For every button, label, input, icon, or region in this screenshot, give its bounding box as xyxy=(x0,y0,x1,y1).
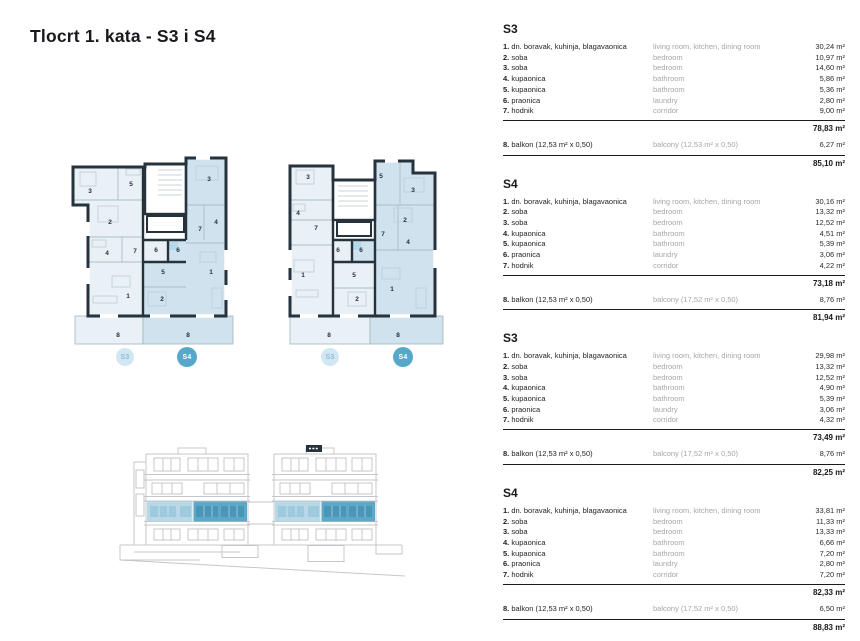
unit-block xyxy=(503,177,845,325)
plan1-badge-s4: S4 xyxy=(177,347,197,367)
room-number-label: 6 xyxy=(154,247,158,254)
unit-total: 81,94 m² xyxy=(812,313,845,323)
balcony-row: 8. balkon (12,53 m² x 0,50) balcony (17,52 m² x 0,50) 8,76 m² xyxy=(503,294,845,304)
room-row: 2. soba bedroom 13,32 m² xyxy=(503,207,845,217)
room-number-label: 2 xyxy=(403,217,407,224)
plan1-unit-s3-area xyxy=(73,167,143,316)
building-elevation xyxy=(115,438,407,586)
elevation-left-wing xyxy=(144,448,250,545)
unit-block xyxy=(503,486,845,634)
balcony-row: 8. balkon (12,53 m² x 0,50) balcony (17,52 m² x 0,50) 6,50 m² xyxy=(503,603,845,613)
room-number-label: 7 xyxy=(133,248,137,255)
plan1-balcony-s3 xyxy=(75,316,143,344)
room-row: 3. soba bedroom 12,52 m² xyxy=(503,218,845,228)
plan1-balcony-s4 xyxy=(143,316,233,344)
room-number-label: 2 xyxy=(355,296,359,303)
room-number-label: 3 xyxy=(207,176,211,183)
room-row: 5. kupaonica bathroom 5,39 m² xyxy=(503,239,845,249)
room-row: 5. kupaonica bathroom 5,39 m² xyxy=(503,394,845,404)
room-number-label: 7 xyxy=(314,225,318,232)
room-row: 4. kupaonica bathroom 5,86 m² xyxy=(503,74,845,84)
room-number-label: 2 xyxy=(108,219,112,226)
room-number-label: 4 xyxy=(105,250,109,257)
unit-balcony-row xyxy=(503,295,845,306)
plan2-vestibule xyxy=(337,222,371,236)
page-title-prefix: Tlocrt 1. kata - xyxy=(30,26,157,46)
unit-heading: S3 xyxy=(503,22,518,36)
room-number-label: 8 xyxy=(116,332,120,339)
room-row: 6. praonica laundry 2,80 m² xyxy=(503,95,845,105)
unit-subtotal: 73,49 m² xyxy=(812,433,845,443)
elevation-right-wing xyxy=(272,448,378,545)
room-row: 7. hodnik corridor 4,32 m² xyxy=(503,415,845,425)
unit-block xyxy=(503,22,845,170)
room-row: 1. dn. boravak, kuhinja, blagavaonica living room, kitchen, dining room 30,16 m² xyxy=(503,196,845,206)
unit-room-rows xyxy=(503,42,845,117)
room-number-label: 4 xyxy=(406,239,410,246)
room-number-label: 4 xyxy=(296,210,300,217)
room-row: 3. soba bedroom 13,33 m² xyxy=(503,527,845,537)
plan2-balcony-s3 xyxy=(290,316,370,344)
room-number-label: 7 xyxy=(198,226,202,233)
unit-block xyxy=(503,331,845,479)
unit-room-rows xyxy=(503,351,845,426)
room-number-label: 1 xyxy=(301,272,305,279)
room-number-label: 5 xyxy=(352,272,356,279)
unit-room-rows xyxy=(503,506,845,581)
room-row: 3. soba bedroom 12,52 m² xyxy=(503,372,845,382)
plan2-badge-s3: S3 xyxy=(321,348,339,366)
plan2-badge-s4: S4 xyxy=(393,347,413,367)
room-row: 6. praonica laundry 2,80 m² xyxy=(503,559,845,569)
room-number-label: 5 xyxy=(129,181,133,188)
plan2-unit-s3-area xyxy=(290,166,333,316)
room-number-label: 7 xyxy=(381,231,385,238)
room-number-label: 8 xyxy=(396,332,400,339)
room-row: 5. kupaonica bathroom 7,20 m² xyxy=(503,548,845,558)
unit-balcony-row xyxy=(503,449,845,460)
room-number-label: 6 xyxy=(359,247,363,254)
room-row: 1. dn. boravak, kuhinja, blagavaonica living room, kitchen, dining room 30,24 m² xyxy=(503,42,845,51)
unit-room-rows xyxy=(503,197,845,272)
page-title xyxy=(30,26,216,47)
room-row: 1. dn. boravak, kuhinja, blagavaonica living room, kitchen, dining room 33,81 m² xyxy=(503,505,845,515)
room-row: 4. kupaonica bathroom 4,51 m² xyxy=(503,228,845,238)
unit-subtotal: 73,18 m² xyxy=(812,278,845,288)
plan1-stairwell xyxy=(145,164,186,214)
plan1-badge-s3: S3 xyxy=(116,348,134,366)
room-row: 4. kupaonica bathroom 6,66 m² xyxy=(503,537,845,547)
unit-total: 82,25 m² xyxy=(812,467,845,477)
room-number-label: 3 xyxy=(88,188,92,195)
room-row: 2. soba bedroom 11,33 m² xyxy=(503,516,845,526)
unit-balcony-row xyxy=(503,604,845,615)
room-number-label: 8 xyxy=(327,332,331,339)
page-title-units: S3 i S4 xyxy=(156,26,216,46)
room-row: 6. praonica laundry 3,06 m² xyxy=(503,404,845,414)
room-row: 7. hodnik corridor 4,22 m² xyxy=(503,260,845,270)
unit-total: 85,10 m² xyxy=(812,158,845,168)
room-number-label: 4 xyxy=(214,219,218,226)
room-row: 4. kupaonica bathroom 4,90 m² xyxy=(503,383,845,393)
room-number-label: 2 xyxy=(160,296,164,303)
room-number-label: 8 xyxy=(186,332,190,339)
room-number-label: 3 xyxy=(411,187,415,194)
room-row: 2. soba bedroom 13,32 m² xyxy=(503,361,845,371)
room-number-label: 5 xyxy=(161,269,165,276)
room-row: 2. soba bedroom 10,97 m² xyxy=(503,52,845,62)
room-row: 7. hodnik corridor 9,00 m² xyxy=(503,106,845,116)
balcony-row: 8. balkon (12,53 m² x 0,50) balcony (12,53 m² x 0,50) 6,27 m² xyxy=(503,139,845,149)
unit-subtotal: 78,83 m² xyxy=(812,123,845,133)
room-row: 6. praonica laundry 3,06 m² xyxy=(503,250,845,260)
room-row: 3. soba bedroom 14,60 m² xyxy=(503,63,845,73)
floor-plan-1 xyxy=(60,150,240,350)
unit-heading: S4 xyxy=(503,176,518,191)
room-number-label: 3 xyxy=(306,174,310,181)
room-number-label: 6 xyxy=(176,247,180,254)
plan1-vestibule xyxy=(147,216,184,232)
room-number-label: 6 xyxy=(336,247,340,254)
floor-plan-2 xyxy=(285,150,450,350)
unit-total: 88,83 m² xyxy=(812,622,845,632)
room-row: 1. dn. boravak, kuhinja, blagavaonica living room, kitchen, dining room 29,98 m² xyxy=(503,351,845,361)
room-row: 7. hodnik corridor 7,20 m² xyxy=(503,570,845,580)
room-number-label: 5 xyxy=(379,173,383,180)
plan2-balcony-s4 xyxy=(370,316,443,344)
room-row: 5. kupaonica bathroom 5,36 m² xyxy=(503,84,845,94)
area-tables xyxy=(503,22,845,641)
plan2-s3-mid-rooms xyxy=(333,262,375,316)
unit-heading: S3 xyxy=(503,331,518,346)
balcony-row: 8. balkon (12,53 m² x 0,50) balcony (17,52 m² x 0,50) 8,76 m² xyxy=(503,449,845,459)
room-number-label: 1 xyxy=(126,293,130,300)
unit-balcony-row xyxy=(503,140,845,151)
unit-heading: S4 xyxy=(503,485,518,500)
unit-subtotal: 82,33 m² xyxy=(812,587,845,597)
room-number-label: 1 xyxy=(209,269,213,276)
room-number-label: 1 xyxy=(390,286,394,293)
